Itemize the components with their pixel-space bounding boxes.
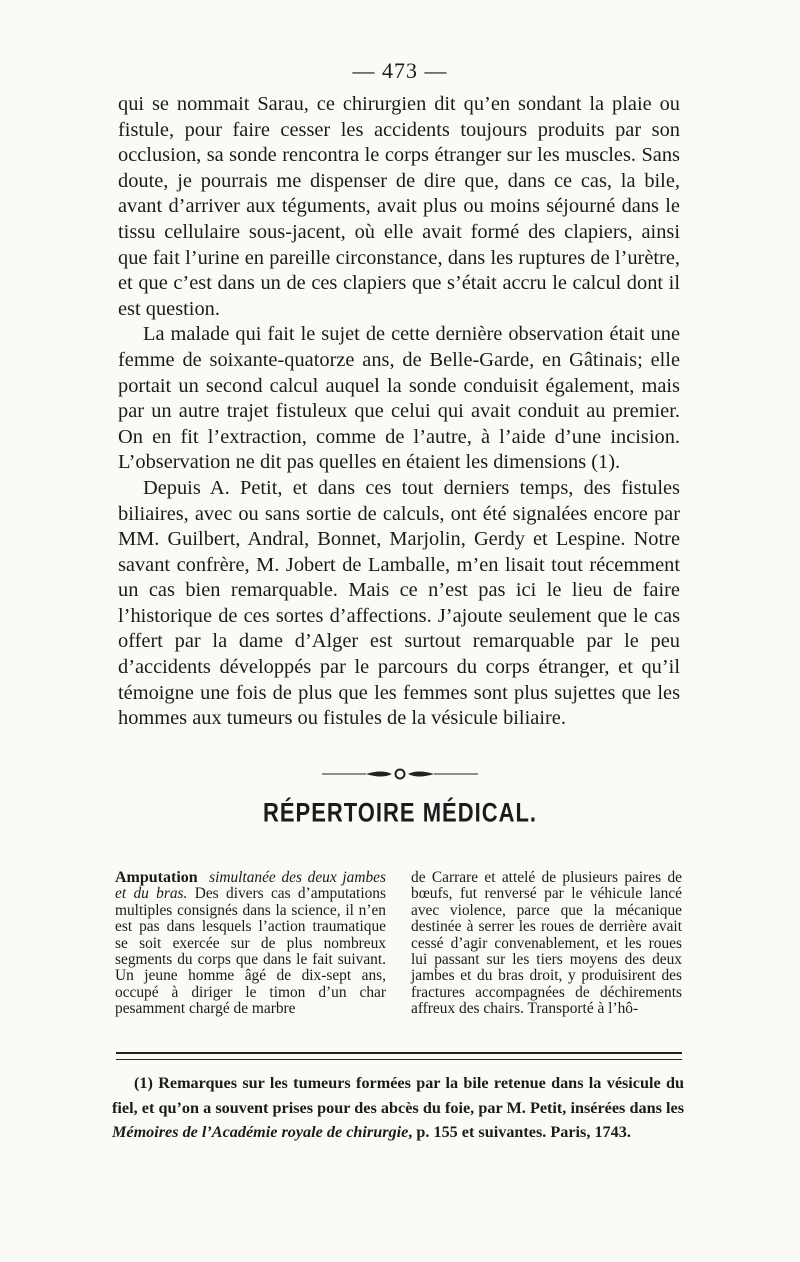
entry-title: Amputation bbox=[115, 869, 198, 886]
entry-left-paragraph bbox=[115, 870, 386, 1018]
entry-subtitle: simultanée des deux jambes et du bras. bbox=[115, 869, 386, 903]
footnote-marker: (1) bbox=[134, 1074, 153, 1092]
entry-right-text: de Carrare et attelé de plusieurs paires de bœufs, fut renversé par le véhicule lancé avec violence, parce que la mécanique destinée à serrer les roues de derrière avait cessé d’agir convenablement, et les roues lui passant sur les tiers moyens des deux jambes et du bras droit, y produisirent des fractures accompagnées de déchirements affreux des chairs. Transporté à l’hô- bbox=[411, 869, 682, 1018]
paragraph-2-end: . bbox=[615, 451, 621, 474]
section-heading: RÉPERTOIRE MÉDICAL. bbox=[262, 797, 538, 828]
two-column-entry bbox=[115, 870, 683, 1040]
footnote-text-after: , p. 155 et suivantes. Paris, 1743. bbox=[408, 1123, 631, 1142]
paragraph-2 bbox=[118, 322, 680, 476]
footnote-title: Mémoires de l’Académie royale de chirurgie bbox=[112, 1123, 409, 1142]
paragraph-2-text: La malade qui fait le sujet de cette dernière observation était une femme de soixante-quatorze ans, de Belle-Garde, en Gâtinais; elle portait un second calcul auquel la sonde conduisit également, mais par un autre trajet fistuleux que celui qui avait conduit au premier. On en fit l’extraction, comme de l’autre, à l’aide d’une incision. L’observation ne dit pas quelles en étaient les dimensions bbox=[118, 323, 680, 474]
right-column bbox=[411, 870, 682, 1018]
main-text bbox=[118, 92, 680, 732]
footnote-rule-thin bbox=[116, 1059, 682, 1060]
footnote-rule bbox=[116, 1052, 682, 1054]
ornament-divider bbox=[320, 764, 480, 784]
footnote-text-before: Remarques sur les tumeurs formées par la bile retenue dans la vésicule du fiel, et qu’on a souvent prises pour des abcès du foie, par M. Petit, insérées dans les bbox=[112, 1074, 684, 1117]
footnote-reference[interactable]: (1) bbox=[591, 451, 616, 474]
entry-left-text: Des divers cas d’amputations multiples consignés dans la science, il n’en est pas dans lesquels l’action traumatique se soit exercée sur de plus nombreux segments du corps que dans le fait suivant. Un jeune homme âgé de dix-sept ans, occupé à diriger le timon d’un char pesamment chargé de marbre bbox=[115, 885, 386, 1018]
left-column bbox=[115, 870, 386, 1018]
paragraph-3: Depuis A. Petit, et dans ces tout derniers temps, des fistules biliaires, avec ou sans sortie de calculs, ont été signalées encore par MM. Guilbert, Andral, Bonnet, Marjolin, Gerdy et Lespine. Notre savant confrère, M. Jobert de Lamballe, m’en lisait tout récemment un cas bien remarquable. Mais ce n’est pas ici le lieu de faire l’historique de ces sortes d’affections. J’ajoute seulement que le cas offert par la dame d’Alger est surtout remarquable par le peu d’accidents développés par le parcours du corps étranger, et qu’il témoigne une fois de plus que les femmes sont plus sujettes que les hommes aux tumeurs ou fistules de la vésicule biliaire. bbox=[118, 476, 680, 730]
footnote bbox=[112, 1071, 684, 1145]
paragraph-1: qui se nommait Sarau, ce chirurgien dit qu’en sondant la plaie ou fistule, pour faire cesser les accidents toujours produits par son occlusion, sa sonde rencontra le corps étranger sur les muscles. Sans doute, je pourrais me dispenser de dire que, dans ce cas, la bile, avant d’arriver aux téguments, avait plus ou moins séjourné dans le tissu cellulaire sous-jacent, où elle avait formé des clapiers, ainsi que fait l’urine en pareille circonstance, dans les ruptures de l’urètre, et que c’est dans un de ces clapiers que s’était accru le calcul dont il est question. bbox=[118, 93, 680, 320]
footnote-text bbox=[112, 1071, 684, 1145]
page-number: — 473 — bbox=[352, 58, 448, 83]
